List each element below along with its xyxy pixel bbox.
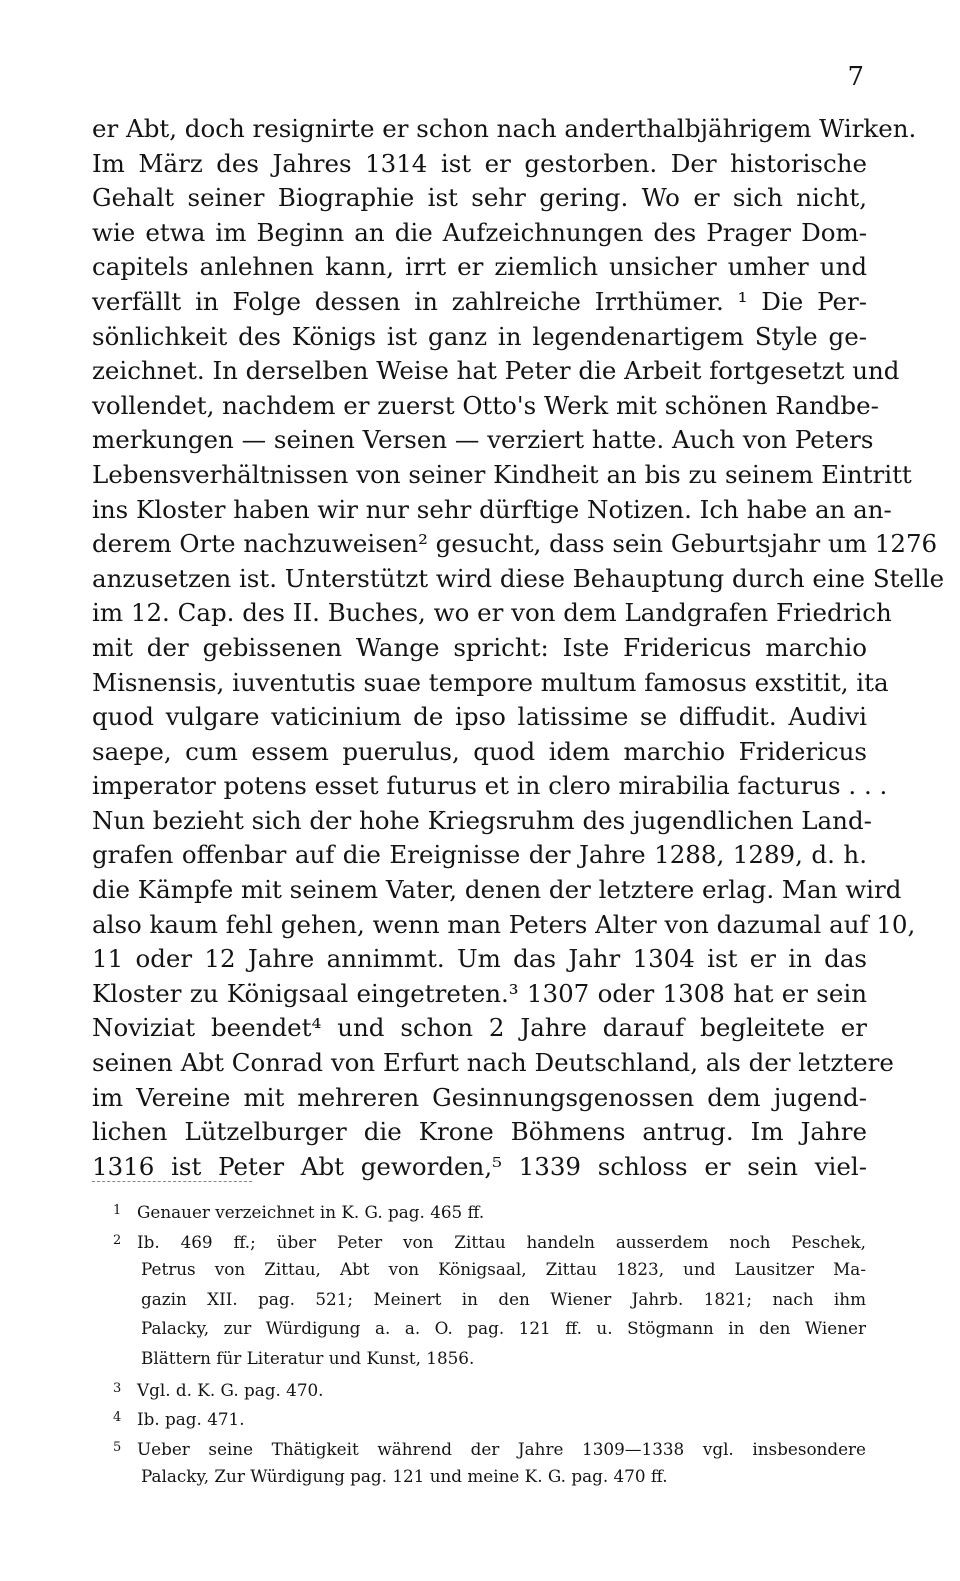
footnote-mark: 2 [113, 1232, 122, 1248]
body-line: capitels anlehnen kann, irrt er ziemlich unsicher umher und [92, 252, 867, 282]
body-line: zeichnet. In derselben Weise hat Peter die Arbeit fortgesetzt und [92, 356, 900, 386]
footnote-mark: 5 [113, 1439, 122, 1455]
body-line: vollendet, nachdem er zuerst Otto's Werk mit schönen Randbe- [92, 390, 879, 420]
body-line: er Abt, doch resignirte er schon nach anderthalbjährigem Wirken. [92, 114, 917, 143]
footnote-3 [113, 1374, 866, 1404]
footnote-text: Ib. 469 ff.; über Peter von Zittau handeln ausserdem noch Peschek, [137, 1231, 866, 1252]
footnote-mark: 4 [113, 1410, 122, 1426]
body-line: mit der gebissenen Wange spricht: Iste Fridericus marchio [92, 632, 867, 662]
footnote-line: Petrus von Zittau, Abt von Königsaal, Zittau 1823, und Lausitzer Ma- [141, 1259, 866, 1280]
footnote-2 [113, 1226, 866, 1256]
footnote-text: Genauer verzeichnet in K. G. pag. 465 ff. [137, 1202, 485, 1222]
body-line: Kloster zu Königsaal eingetreten.³ 1307 oder 1308 hat er sein [92, 978, 867, 1008]
body-line: Gehalt seiner Biographie ist sehr gering. Wo er sich nicht, [92, 183, 867, 213]
body-line: quod vulgare vaticinium de ipso latissime se diffudit. Audivi [92, 702, 867, 732]
body-line: derem Orte nachzuweisen² gesucht, dass sein Geburtsjahr um 1276 [92, 529, 938, 559]
body-text [92, 112, 945, 1184]
footnote-line: Palacky, zur Würdigung a. a. O. pag. 121 ff. u. Stögmann in den Wiener [141, 1318, 866, 1339]
body-line: sönlichkeit des Königs ist ganz in legendenartigem Style ge- [92, 321, 867, 351]
body-line: Misnensis, iuventutis suae tempore multum famosus exstitit, ita [92, 667, 889, 697]
body-line: Lebensverhältnissen von seiner Kindheit an bis zu seinem Eintritt [92, 459, 912, 489]
body-line: wie etwa im Beginn an die Aufzeichnungen des Prager Dom- [92, 217, 867, 247]
footnote-4 [113, 1403, 866, 1433]
body-line: 11 oder 12 Jahre annimmt. Um das Jahr 1304 ist er in das [92, 944, 867, 974]
footnote-5 [113, 1433, 866, 1463]
footnote-line: gazin XII. pag. 521; Meinert in den Wiener Jahrb. 1821; nach ihm [141, 1288, 866, 1309]
body-line: also kaum fehl gehen, wenn man Peters Alter von dazumal auf 10, [92, 909, 916, 939]
body-line: Im März des Jahres 1314 ist er gestorben. Der historische [92, 148, 867, 178]
footnote-text: Vgl. d. K. G. pag. 470. [137, 1379, 324, 1400]
body-line: Nun bezieht sich der hohe Kriegsruhm des jugendlichen Land- [92, 805, 872, 835]
footnotes [113, 1196, 866, 1492]
body-line: merkungen — seinen Versen — verziert hatte. Auch von Peters [92, 425, 874, 455]
body-line: 1316 ist Peter Abt geworden,⁵ 1339 schloss er sein viel- [92, 1151, 867, 1181]
body-line: Noviziat beendet⁴ und schon 2 Jahre darauf begleitete er [92, 1013, 867, 1043]
body-line: ins Kloster haben wir nur sehr dürftige Notizen. Ich habe an an- [92, 494, 892, 524]
footnote-text: Ib. pag. 471. [137, 1409, 245, 1430]
body-line: im Vereine mit mehreren Gesinnungsgenossen dem jugend- [92, 1082, 867, 1112]
footnote-1 [113, 1196, 866, 1226]
footnote-line: Palacky, Zur Würdigung pag. 121 und meine K. G. pag. 470 ff. [141, 1466, 668, 1487]
footnote-text: Ueber seine Thätigkeit während der Jahre 1309—1338 vgl. insbesondere [137, 1438, 866, 1459]
body-line: anzusetzen ist. Unterstützt wird diese Behauptung durch eine Stelle [92, 563, 945, 593]
page-number: 7 [847, 62, 864, 92]
body-line: die Kämpfe mit seinem Vater, denen der letztere erlag. Man wird [92, 875, 902, 905]
footnote-mark: 1 [113, 1203, 122, 1218]
body-line: verfällt in Folge dessen in zahlreiche Irrthümer. ¹ Die Per- [92, 286, 867, 316]
body-line: lichen Lützelburger die Krone Böhmens antrug. Im Jahre [92, 1117, 867, 1147]
body-line: im 12. Cap. des II. Buches, wo er von dem Landgrafen Friedrich [92, 598, 892, 628]
footnote-separator [92, 1181, 252, 1182]
footnote-mark: 3 [113, 1380, 122, 1396]
body-line: imperator potens esset futurus et in clero mirabilia facturus . . . [92, 771, 888, 801]
footnote-line: Blättern für Literatur und Kunst, 1856. [141, 1347, 475, 1368]
body-line: grafen offenbar auf die Ereignisse der Jahre 1288, 1289, d. h. [92, 840, 867, 870]
body-line: seinen Abt Conrad von Erfurt nach Deutschland, als der letztere [92, 1048, 894, 1078]
body-line: saepe, cum essem puerulus, quod idem marchio Fridericus [92, 736, 867, 766]
